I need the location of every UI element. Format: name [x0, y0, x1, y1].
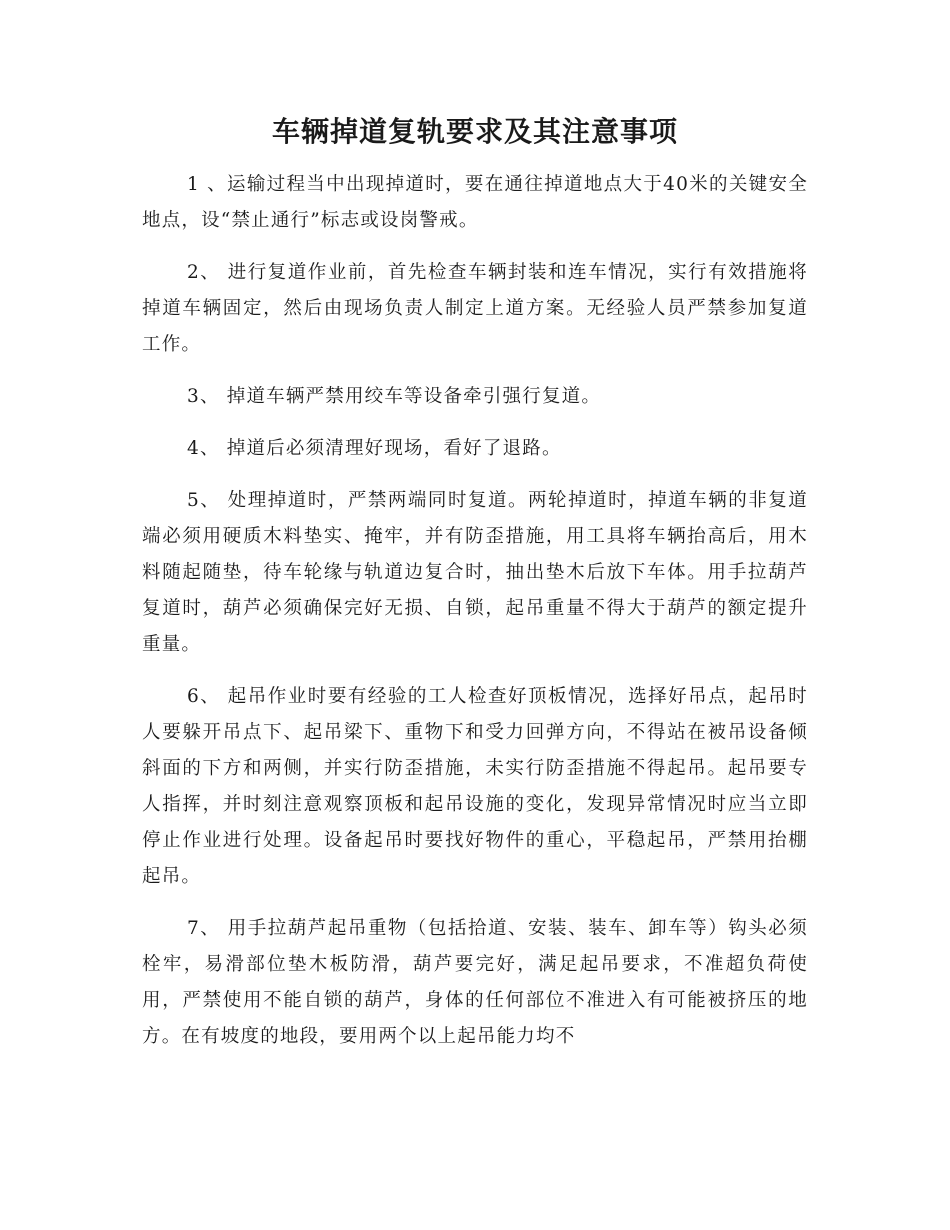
paragraph-1: 1 、运输过程当中出现掉道时，要在通往掉道地点大于40米的关键安全地点，设“禁止通行”标志或设岗警戒。: [142, 174, 808, 231]
paragraph-4: 4、 掉道后必须清理好现场，看好了退路。: [187, 438, 562, 459]
paragraph-5: 5、 处理掉道时，严禁两端同时复道。两轮掉道时，掉道车辆的非复道端必须用硬质木料垫实、掩牢，并有防歪措施，用工具将车辆抬高后，用木料随起随垫，待车轮缘与轨道边复合时，抽出垫木后放下车体。用手拉葫芦复道时，葫芦必须确保完好无损、自锁，起吊重量不得大于葫芦的额定提升重量。: [142, 490, 808, 655]
paragraph-2: 2、 进行复道作业前，首先检查车辆封装和连车情况，实行有效措施将掉道车辆固定，然后由现场负责人制定上道方案。无经验人员严禁参加复道工作。: [142, 262, 808, 355]
paragraph-3: 3、 掉道车辆严禁用绞车等设备牵引强行复道。: [187, 386, 602, 407]
paragraph-7: 7、 用手拉葫芦起吊重物（包括拾道、安装、装车、卸车等）钩头必须栓牢，易滑部位垫木板防滑，葫芦要完好，满足起吊要求，不准超负荷使用，严禁使用不能自锁的葫芦，身体的任何部位不准进入有可能被挤压的地方。在有坡度的地段，要用两个以上起吊能力均不: [142, 918, 808, 1047]
document-title: 车辆掉道复轨要求及其注意事项: [271, 115, 678, 148]
document-body: [142, 167, 808, 1071]
paragraph-6: 6、 起吊作业时要有经验的工人检查好顶板情况，选择好吊点，起吊时人要躲开吊点下、起吊梁下、重物下和受力回弹方向，不得站在被吊设备倾斜面的下方和两侧，并实行防歪措施，未实行防歪措施不得起吊。起吊要专人指挥，并时刻注意观察顶板和起吊设施的变化，发现异常情况时应当立即停止作业进行处理。设备起吊时要找好物件的重心，平稳起吊，严禁用抬棚起吊。: [142, 686, 808, 887]
